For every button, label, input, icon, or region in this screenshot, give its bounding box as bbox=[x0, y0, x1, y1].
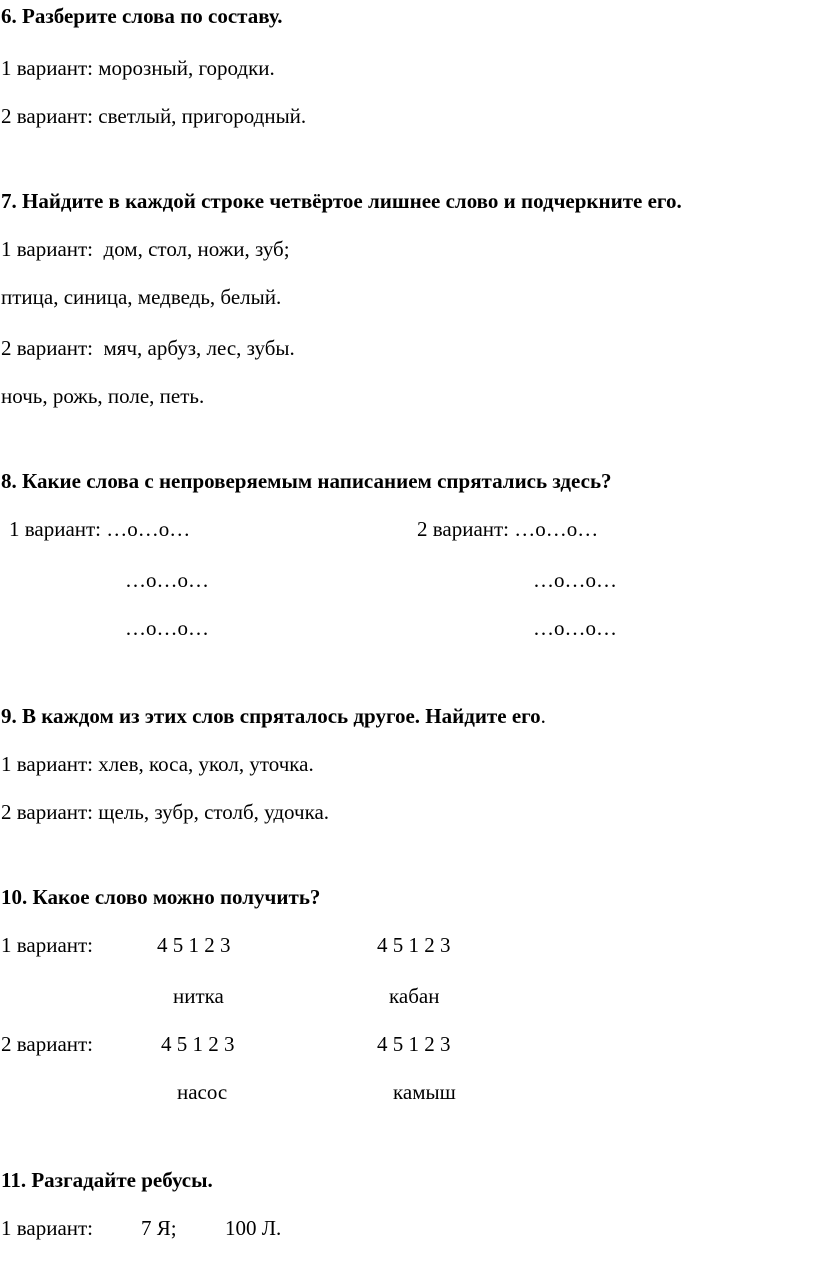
task11-rebus1: 7 Я; bbox=[141, 1216, 177, 1240]
task8-variant2-line1: 2 вариант: …о…о… bbox=[417, 517, 599, 541]
task10-variant1-word2: кабан bbox=[389, 984, 440, 1008]
task10-title: 10. Какое слово можно получить? bbox=[1, 885, 321, 909]
task8-variant1-line2: …о…о… bbox=[125, 568, 209, 592]
task7-variant2-line2: ночь, рожь, поле, петь. bbox=[1, 384, 205, 408]
task11-variant1-label: 1 вариант: bbox=[1, 1216, 94, 1240]
task7-title: 7. Найдите в каждой строке четвёртое лишнее слово и подчеркните его. bbox=[1, 189, 682, 213]
task6-variant1: 1 вариант: морозный, городки. bbox=[1, 56, 275, 80]
task9-title-line bbox=[1, 704, 546, 728]
task8-title: 8. Какие слова с непроверяемым написанием спрятались здесь? bbox=[1, 469, 612, 493]
task10-variant1-word1: нитка bbox=[173, 984, 224, 1008]
task9-title-period: . bbox=[540, 704, 546, 728]
task10-variant2-code2: 4 5 1 2 3 bbox=[377, 1032, 451, 1056]
task8-variant2-line2: …о…о… bbox=[533, 568, 617, 592]
task10-variant2-word1: насос bbox=[177, 1080, 228, 1104]
task8-variant1-line3: …о…о… bbox=[125, 616, 209, 640]
task6-title: 6. Разберите слова по составу. bbox=[1, 4, 283, 28]
task10-variant2-label: 2 вариант: bbox=[1, 1032, 94, 1056]
task10-variant1-code1: 4 5 1 2 3 bbox=[157, 933, 231, 957]
task9-title: 9. В каждом из этих слов спряталось другое. Найдите его bbox=[1, 704, 541, 728]
task8-variant2-line3: …о…о… bbox=[533, 616, 617, 640]
task11-title: 11. Разгадайте ребусы. bbox=[1, 1168, 213, 1192]
task6-variant2: 2 вариант: светлый, пригородный. bbox=[1, 104, 307, 128]
task9-variant2: 2 вариант: щель, зубр, столб, удочка. bbox=[1, 800, 330, 824]
task11-rebus2: 100 Л. bbox=[225, 1216, 282, 1240]
task10-variant2-code1: 4 5 1 2 3 bbox=[161, 1032, 235, 1056]
task10-variant1-label: 1 вариант: bbox=[1, 933, 94, 957]
task8-variant1-line1: 1 вариант: …о…о… bbox=[9, 517, 191, 541]
task7-variant2-line1: 2 вариант: мяч, арбуз, лес, зубы. bbox=[1, 336, 295, 360]
task10-variant2-word2: камыш bbox=[393, 1080, 456, 1104]
task7-variant1-line1: 1 вариант: дом, стол, ножи, зуб; bbox=[1, 237, 290, 261]
task9-variant1: 1 вариант: хлев, коса, укол, уточка. bbox=[1, 752, 314, 776]
task10-variant1-code2: 4 5 1 2 3 bbox=[377, 933, 451, 957]
task7-variant1-line2: птица, синица, медведь, белый. bbox=[1, 285, 282, 309]
